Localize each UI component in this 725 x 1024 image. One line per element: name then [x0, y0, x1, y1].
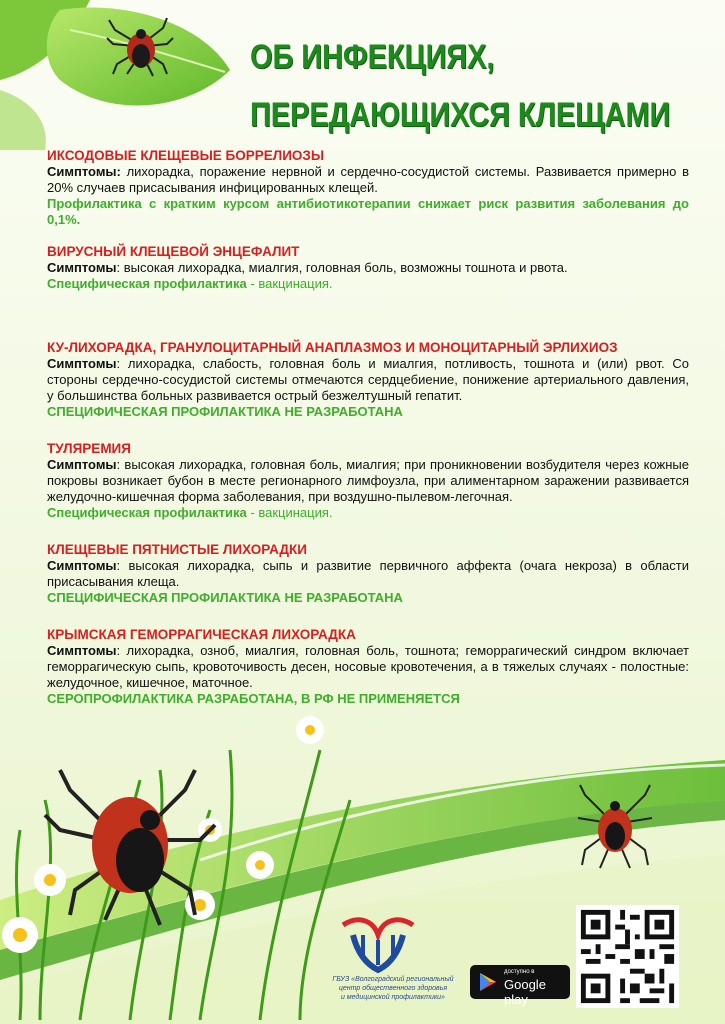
store-name: Google play — [504, 977, 546, 1007]
symptoms-body: : высокая лихорадка, сыпь и развитие первичного аффекта (очага некроза) в области присасывания клеща. — [47, 558, 689, 589]
prophylaxis-extra: - вакцинация. — [246, 505, 333, 520]
section-title: КУ-ЛИХОРАДКА, ГРАНУЛОЦИТАРНЫЙ АНАПЛАЗМОЗ И МОНОЦИТАРНЫЙ ЭРЛИХИОЗ — [47, 340, 618, 355]
symptoms-body: : высокая лихорадка, миалгия, головная боль, возможны тошнота и рвота. — [116, 260, 568, 275]
symptoms-label: Симптомы — [47, 260, 117, 275]
organization-logo — [338, 915, 418, 975]
page-title — [250, 28, 670, 144]
store-caption: доступно в — [504, 969, 535, 975]
symptoms-label: Симптомы: — [47, 164, 121, 179]
prophylaxis-text — [47, 590, 689, 606]
tick-icon — [105, 12, 175, 82]
qr-code-icon — [576, 905, 679, 1008]
prophylaxis-main: Специфическая профилактика — [47, 276, 247, 291]
symptoms-text — [47, 558, 689, 590]
section-title: ИКСОДОВЫЕ КЛЕЩЕВЫЕ БОРРЕЛИОЗЫ — [47, 148, 325, 163]
section-spotted-fever — [47, 542, 689, 606]
prophylaxis-main: СПЕЦИФИЧЕСКАЯ ПРОФИЛАКТИКА НЕ РАЗРАБОТАНА — [47, 404, 403, 419]
symptoms-label: Симптомы — [47, 558, 117, 573]
symptoms-text — [47, 643, 689, 691]
symptoms-body: лихорадка, поражение нервной и сердечно-сосудистой системы. Развивается примерно в 20% случаев присасывания инфицированных клещей. — [47, 164, 689, 195]
symptoms-body: : высокая лихорадка, головная боль, миалгия; при проникновении возбудителя через кожные покровы возникает бубон в месте регионарного лимфоузла, при алиментарном заражении развивается желудочно-кишечная форма заболевания, при воздушно-пылевом-легочная. — [47, 457, 689, 504]
organization-name: ГБУЗ «Волгоградский региональный центр общественного здоровья и медицинской профилактики» — [332, 976, 454, 1001]
symptoms-label: Симптомы — [47, 457, 117, 472]
google-play-badge[interactable] — [470, 965, 570, 1007]
symptoms-text — [47, 356, 689, 404]
prophylaxis-extra: - вакцинация. — [246, 276, 333, 291]
qr-code[interactable] — [576, 905, 679, 1008]
prophylaxis-text — [47, 404, 689, 420]
title-line-2: ПЕРЕДАЮЩИХСЯ КЛЕЩАМИ — [250, 96, 671, 134]
section-q-fever — [47, 340, 689, 420]
prophylaxis-main: Специфическая профилактика — [47, 505, 247, 520]
prophylaxis-main: СПЕЦИФИЧЕСКАЯ ПРОФИЛАКТИКА НЕ РАЗРАБОТАНА — [47, 590, 403, 605]
symptoms-body: : лихорадка, слабость, головная боль и миалгия, потливость, тошнота и (или) рвот. Со стороны сердечно-сосудистой системы отмечаются сердцебиение, понижение артериального давления, у большинства больных развивается острый безжелтушный гепатит. — [47, 356, 689, 403]
section-title: КЛЕЩЕВЫЕ ПЯТНИСТЫЕ ЛИХОРАДКИ — [47, 542, 307, 557]
symptoms-text — [47, 164, 689, 196]
section-title: ВИРУСНЫЙ КЛЕЩЕВОЙ ЭНЦЕФАЛИТ — [47, 244, 300, 259]
symptoms-body: : лихорадка, озноб, миалгия, головная боль, тошнота; геморрагический синдром включает геморрагическую сыпь, кровоточивость десен, носовые кровотечения, а в тяжелых случаях - полостные: желудочное, кишечное, маточное. — [47, 643, 689, 690]
section-encephalitis — [47, 244, 689, 292]
section-borreliosis — [47, 148, 689, 228]
prophylaxis-text — [47, 505, 689, 521]
symptoms-text — [47, 260, 689, 276]
section-title: ТУЛЯРЕМИЯ — [47, 441, 131, 456]
prophylaxis-text — [47, 196, 689, 228]
section-title: КРЫМСКАЯ ГЕМОРРАГИЧЕСКАЯ ЛИХОРАДКА — [47, 627, 356, 642]
prophylaxis-text — [47, 276, 689, 292]
title-line-1: ОБ ИНФЕКЦИЯХ, — [250, 38, 495, 76]
symptoms-text — [47, 457, 689, 505]
article-content — [47, 148, 689, 707]
symptoms-label: Симптомы — [47, 356, 117, 371]
play-store-icon — [478, 972, 498, 992]
prophylaxis-main: СЕРОПРОФИЛАКТИКА РАЗРАБОТАНА, В РФ НЕ ПРИМЕНЯЕТСЯ — [47, 691, 460, 706]
prophylaxis-main: Профилактика с кратким курсом антибиотикотерапии снижает риск развития заболевания до 0,1%. — [47, 196, 689, 227]
section-tularemia — [47, 441, 689, 521]
symptoms-label: Симптомы — [47, 643, 117, 658]
